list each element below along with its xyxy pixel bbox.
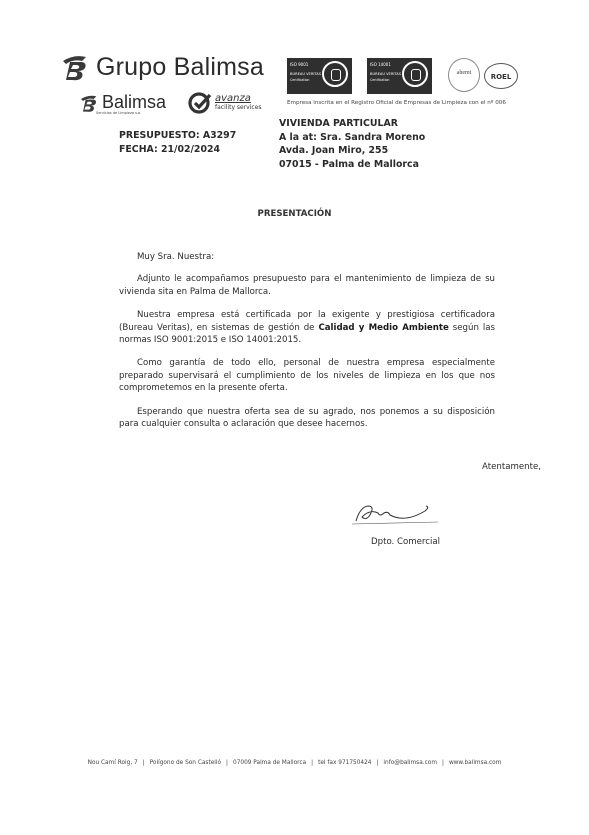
paragraph-2	[119, 309, 495, 346]
roel-label: ROEL	[490, 73, 512, 81]
budget-date: FECHA: 21/02/2024	[119, 144, 221, 155]
bureau-veritas-seal-icon	[402, 61, 428, 87]
cert-line: Certification	[290, 78, 310, 82]
avanza-tagline: facility services	[215, 104, 262, 111]
cert-line: ISO 14001	[370, 62, 391, 67]
paragraph-2-bold: Calidad y Medio Ambiente	[318, 322, 449, 333]
iso-14001-badge	[367, 58, 432, 94]
balimsa-logo	[78, 92, 166, 115]
sub-brand-tagline: Servicios de Limpieza s.a.	[96, 111, 142, 115]
department: Dpto. Comercial	[371, 537, 441, 547]
footer-address: Nou Camí Roig, 7	[87, 760, 138, 766]
footer	[0, 760, 589, 766]
grupo-balimsa-logo	[60, 52, 264, 82]
iso-9001-badge	[287, 58, 352, 94]
ahemt-label: ahemt	[456, 70, 472, 76]
paragraph-2-text: Nuestra empresa está certificada por la exigente y prestigiosa certificadora (Bureau Veritas), en sistemas de gestión de	[119, 310, 495, 333]
addressee-line: Avda. Joan Miro, 255	[279, 145, 389, 157]
paragraph-2-text-end: según las normas ISO 9001:2015 e ISO 14001:2015.	[119, 322, 495, 346]
cert-line: Certification	[370, 78, 390, 82]
footer-separator: |	[142, 760, 145, 766]
roel-logo	[484, 63, 518, 89]
avanza-logo	[188, 92, 262, 114]
signature-icon	[350, 503, 440, 525]
brand-name: Grupo Balimsa	[96, 52, 264, 81]
addressee-line: A la at: Sra. Sandra Moreno	[279, 131, 426, 143]
footer-separator: |	[311, 760, 314, 766]
greeting: Muy Sra. Nuestra:	[137, 252, 215, 262]
addressee-line: VIVIENDA PARTICULAR	[279, 118, 398, 129]
footer-phone: tel fax 971750424	[318, 760, 372, 766]
cert-line: BUREAU VERITAS	[290, 72, 322, 76]
footer-area: Polígono de Son Castelló	[149, 760, 222, 766]
bureau-veritas-seal-icon	[322, 61, 348, 87]
avanza-name: avanza	[215, 93, 251, 104]
footer-separator: |	[226, 760, 228, 766]
footer-website[interactable]: www.balimsa.com	[448, 760, 502, 766]
closing: Atentamente,	[482, 462, 541, 472]
budget-number: PRESUPUESTO: A3297	[119, 130, 237, 141]
paragraph-3: Como garantía de todo ello, personal de nuestra empresa especialmente preparado supervisará el cumplimiento de los niveles de limpieza en los que nos comprometemos en la presente oferta.	[119, 358, 495, 394]
document-heading: PRESENTACIÓN	[257, 209, 332, 219]
sub-brand-name: Balimsa	[102, 92, 167, 112]
footer-separator: |	[376, 760, 379, 766]
paragraph-1: Adjunto le acompañamos presupuesto para el mantenimiento de limpieza de su vivienda sita en Palma de Mallorca.	[119, 274, 495, 297]
balimsa-mark-icon	[60, 52, 90, 82]
footer-separator: |	[441, 760, 444, 766]
cert-line: BUREAU VERITAS	[370, 72, 402, 76]
registry-notice: Empresa inscrita en el Registro Oficial de Empresas de Limpieza con el nº 006	[287, 100, 506, 106]
addressee-line: 07015 - Palma de Mallorca	[279, 158, 419, 170]
avanza-check-icon	[188, 92, 212, 114]
footer-city: 07009 Palma de Mallorca	[233, 760, 307, 766]
cert-line: ISO 9001	[290, 62, 309, 67]
reference-block	[119, 129, 236, 157]
ahemt-logo	[448, 58, 480, 92]
balimsa-small-mark-icon	[78, 93, 100, 113]
paragraph-4: Esperando que nuestra oferta sea de su agrado, nos ponemos a su disposición para cualquier consulta o aclaración que desee hacernos.	[119, 406, 495, 430]
addressee-block	[279, 117, 425, 171]
footer-email[interactable]: info@balimsa.com	[383, 760, 437, 766]
letter-body	[119, 251, 495, 430]
